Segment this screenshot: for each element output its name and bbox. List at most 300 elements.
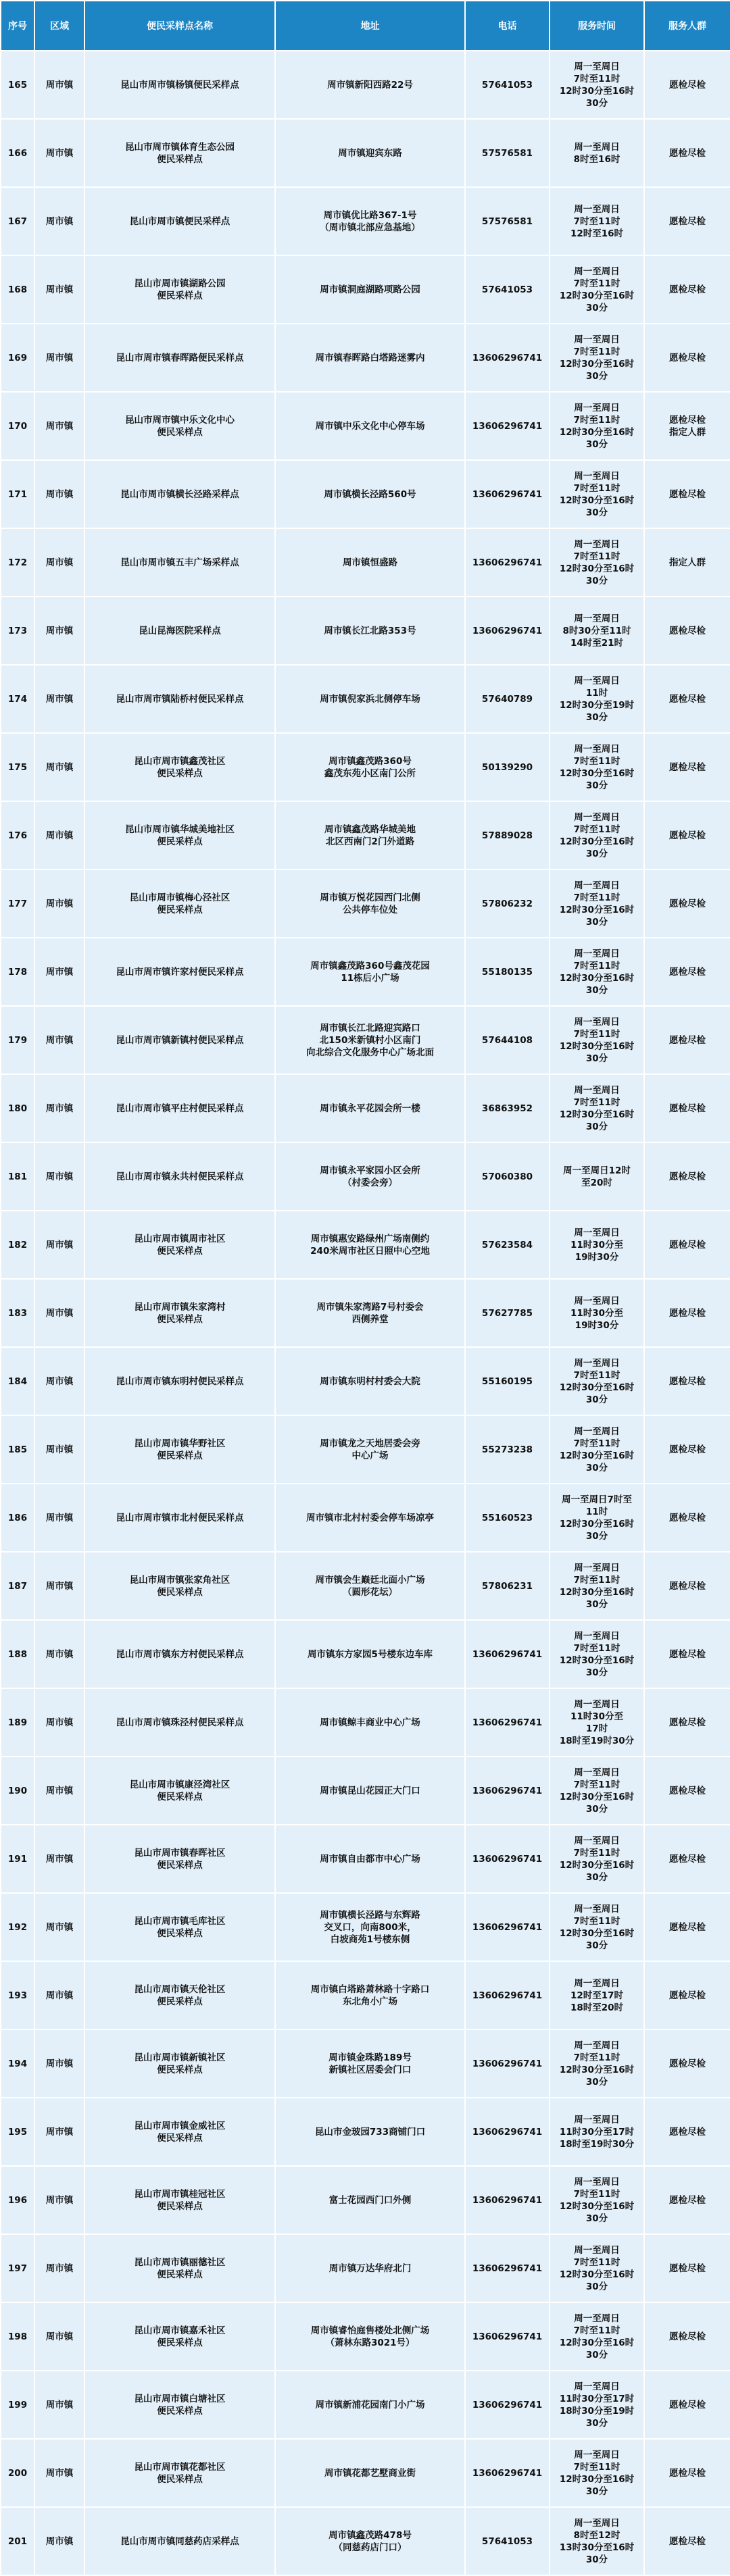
district-cell: 周市镇	[34, 938, 84, 1006]
site-name-cell: 昆山市周市镇康泾湾社区 便民采样点	[84, 1757, 275, 1825]
site-name-cell: 昆山市周市镇珠泾村便民采样点	[84, 1688, 275, 1757]
address-cell: 周市镇朱家湾路7号村委会 西侧养堂	[275, 1279, 465, 1347]
address-cell: 周市镇横长泾路与东辉路 交叉口，向南800米， 白坡商苑1号楼东侧	[275, 1893, 465, 1961]
index-cell: 168	[1, 255, 34, 324]
index-cell: 166	[1, 119, 34, 187]
service-hours-cell: 周一至周日7时至 11时 12时30分至16时 30分	[550, 1484, 644, 1552]
district-cell: 周市镇	[34, 1074, 84, 1142]
address-cell: 周市镇鑫茂路华城美地 北区西南门2门外道路	[275, 801, 465, 869]
table-row	[1, 2507, 730, 2575]
address-cell: 周市镇鑫茂路360号 鑫茂东苑小区南门公所	[275, 733, 465, 801]
phone-cell: 57623584	[465, 1211, 550, 1279]
district-cell: 周市镇	[34, 1279, 84, 1347]
index-cell: 186	[1, 1484, 34, 1552]
address-cell: 周市镇鑫茂路478号 （同慈药店门口）	[275, 2507, 465, 2575]
site-name-cell: 昆山市周市镇横长泾路采样点	[84, 460, 275, 528]
service-hours-cell: 周一至周日 11时30分至 19时30分	[550, 1211, 644, 1279]
address-cell: 富士花园西门口外侧	[275, 2166, 465, 2234]
phone-cell: 13606296741	[465, 2234, 550, 2302]
phone-cell: 13606296741	[465, 2302, 550, 2371]
site-name-cell: 昆山市周市镇湖路公园 便民采样点	[84, 255, 275, 324]
header-address: 地址	[275, 1, 465, 51]
address-cell: 周市镇迎宾东路	[275, 119, 465, 187]
service-hours-cell: 周一至周日 7时至11时 12时30分至16时 30分	[550, 2166, 644, 2234]
phone-cell: 57060380	[465, 1142, 550, 1211]
site-name-cell: 昆山市周市镇张家角社区 便民采样点	[84, 1552, 275, 1620]
table-row	[1, 597, 730, 665]
site-name-cell: 昆山市周市镇平庄村便民采样点	[84, 1074, 275, 1142]
index-cell: 173	[1, 597, 34, 665]
header-index: 序号	[1, 1, 34, 51]
site-name-cell: 昆山市周市镇金威社区 便民采样点	[84, 2098, 275, 2166]
phone-cell: 13606296741	[465, 2166, 550, 2234]
service-hours-cell: 周一至周日 11时30分至17时 18时至19时30分	[550, 2098, 644, 2166]
index-cell: 180	[1, 1074, 34, 1142]
service-hours-cell: 周一至周日 8时30分至11时 14时至21时	[550, 597, 644, 665]
address-cell: 周市镇花都艺墅商业街	[275, 2439, 465, 2507]
service-hours-cell: 周一至周日 7时至11时 12时30分至16时 30分	[550, 1757, 644, 1825]
site-name-cell: 昆山市周市镇东明村便民采样点	[84, 1347, 275, 1415]
service-group-cell: 愿检尽检 指定人群	[644, 392, 730, 460]
site-name-cell: 昆山市周市镇杨镇便民采样点	[84, 51, 275, 119]
table-row	[1, 119, 730, 187]
address-cell: 周市镇东方家园5号楼东边车库	[275, 1620, 465, 1688]
site-name-cell: 昆山市周市镇陆桥村便民采样点	[84, 665, 275, 733]
district-cell: 周市镇	[34, 2098, 84, 2166]
index-cell: 194	[1, 2029, 34, 2098]
phone-cell: 50139290	[465, 733, 550, 801]
service-hours-cell: 周一至周日 7时至11时 12时30分至16时 30分	[550, 51, 644, 119]
header-site-name: 便民采样点名称	[84, 1, 275, 51]
address-cell: 周市镇自由都市中心广场	[275, 1825, 465, 1893]
service-hours-cell: 周一至周日 7时至11时 12时至16时	[550, 187, 644, 255]
table-row	[1, 1757, 730, 1825]
service-hours-cell: 周一至周日 7时至11时 12时30分至16时 30分	[550, 2029, 644, 2098]
index-cell: 177	[1, 869, 34, 938]
site-name-cell: 昆山市周市镇花都社区 便民采样点	[84, 2439, 275, 2507]
address-cell: 周市镇鑫茂路360号鑫茂花园 11栋后小广场	[275, 938, 465, 1006]
table-header	[1, 1, 730, 51]
phone-cell: 13606296741	[465, 1688, 550, 1757]
district-cell: 周市镇	[34, 1347, 84, 1415]
district-cell: 周市镇	[34, 255, 84, 324]
district-cell: 周市镇	[34, 187, 84, 255]
district-cell: 周市镇	[34, 1757, 84, 1825]
service-hours-cell: 周一至周日 7时至11时 12时30分至16时 30分	[550, 869, 644, 938]
address-cell: 周市镇鲸丰商业中心广场	[275, 1688, 465, 1757]
table-row	[1, 1006, 730, 1074]
site-name-cell: 昆山市周市镇桂冠社区 便民采样点	[84, 2166, 275, 2234]
site-name-cell: 昆山市周市镇永共村便民采样点	[84, 1142, 275, 1211]
index-cell: 183	[1, 1279, 34, 1347]
service-group-cell: 愿检尽检	[644, 869, 730, 938]
district-cell: 周市镇	[34, 2507, 84, 2575]
table-row	[1, 2098, 730, 2166]
site-name-cell: 昆山市周市镇春晖社区 便民采样点	[84, 1825, 275, 1893]
service-group-cell: 愿检尽检	[644, 938, 730, 1006]
site-name-cell: 昆山市周市镇体育生态公园 便民采样点	[84, 119, 275, 187]
address-cell: 周市镇洞庭湖路项路公园	[275, 255, 465, 324]
service-group-cell: 愿检尽检	[644, 1825, 730, 1893]
index-cell: 169	[1, 324, 34, 392]
phone-cell: 57641053	[465, 2507, 550, 2575]
service-hours-cell: 周一至周日 7时至11时 12时30分至16时 30分	[550, 1825, 644, 1893]
phone-cell: 36863952	[465, 1074, 550, 1142]
table-row	[1, 1620, 730, 1688]
phone-cell: 13606296741	[465, 1757, 550, 1825]
index-cell: 171	[1, 460, 34, 528]
site-name-cell: 昆山市周市镇许家村便民采样点	[84, 938, 275, 1006]
address-cell: 周市镇万悦花园西门北侧 公共停车位处	[275, 869, 465, 938]
service-hours-cell: 周一至周日 7时至11时 12时30分至16时 30分	[550, 2234, 644, 2302]
district-cell: 周市镇	[34, 733, 84, 801]
table-row	[1, 2439, 730, 2507]
service-group-cell: 指定人群	[644, 528, 730, 597]
service-group-cell: 愿检尽检	[644, 597, 730, 665]
phone-cell: 13606296741	[465, 324, 550, 392]
table-row	[1, 2029, 730, 2098]
phone-cell: 55180135	[465, 938, 550, 1006]
site-name-cell: 昆山市周市镇白塘社区 便民采样点	[84, 2371, 275, 2439]
address-cell: 昆山市金玻园733商铺门口	[275, 2098, 465, 2166]
service-group-cell: 愿检尽检	[644, 2507, 730, 2575]
service-hours-cell: 周一至周日 11时30分至17时 18时30分至19时 30分	[550, 2371, 644, 2439]
phone-cell: 55160195	[465, 1347, 550, 1415]
service-hours-cell: 周一至周日12时 至20时	[550, 1142, 644, 1211]
service-hours-cell: 周一至周日 12时至17时 18时至20时	[550, 1961, 644, 2029]
table-row	[1, 869, 730, 938]
service-group-cell: 愿检尽检	[644, 2302, 730, 2371]
index-cell: 165	[1, 51, 34, 119]
service-group-cell: 愿检尽检	[644, 801, 730, 869]
phone-cell: 57889028	[465, 801, 550, 869]
site-name-cell: 昆山市周市镇新镇村便民采样点	[84, 1006, 275, 1074]
header-phone: 电话	[465, 1, 550, 51]
site-name-cell: 昆山市周市镇鑫茂社区 便民采样点	[84, 733, 275, 801]
site-name-cell: 昆山市周市镇朱家湾村 便民采样点	[84, 1279, 275, 1347]
service-group-cell: 愿检尽检	[644, 1552, 730, 1620]
district-cell: 周市镇	[34, 1006, 84, 1074]
district-cell: 周市镇	[34, 2302, 84, 2371]
service-hours-cell: 周一至周日 7时至11时 12时30分至16时 30分	[550, 324, 644, 392]
phone-cell: 13606296741	[465, 1893, 550, 1961]
service-group-cell: 愿检尽检	[644, 187, 730, 255]
table-row	[1, 1142, 730, 1211]
address-cell: 周市镇惠安路绿州广场南侧约 240米周市社区日照中心空地	[275, 1211, 465, 1279]
district-cell: 周市镇	[34, 1825, 84, 1893]
district-cell: 周市镇	[34, 392, 84, 460]
service-group-cell: 愿检尽检	[644, 1211, 730, 1279]
address-cell: 周市镇优比路367-1号 （周市镇北部应急基地）	[275, 187, 465, 255]
site-name-cell: 昆山市周市镇便民采样点	[84, 187, 275, 255]
index-cell: 175	[1, 733, 34, 801]
address-cell: 周市镇春晖路白塔路迷雾内	[275, 324, 465, 392]
table-row	[1, 1415, 730, 1484]
service-group-cell: 愿检尽检	[644, 733, 730, 801]
phone-cell: 57644108	[465, 1006, 550, 1074]
phone-cell: 57627785	[465, 1279, 550, 1347]
table-row	[1, 1688, 730, 1757]
index-cell: 174	[1, 665, 34, 733]
district-cell: 周市镇	[34, 801, 84, 869]
district-cell: 周市镇	[34, 1893, 84, 1961]
address-cell: 周市镇会生巅廷北面小广场 （圆形花坛）	[275, 1552, 465, 1620]
district-cell: 周市镇	[34, 1415, 84, 1484]
site-name-cell: 昆山市周市镇同慈药店采样点	[84, 2507, 275, 2575]
phone-cell: 13606296741	[465, 2371, 550, 2439]
service-group-cell: 愿检尽检	[644, 1893, 730, 1961]
table-row	[1, 1279, 730, 1347]
site-name-cell: 昆山市周市镇毛库社区 便民采样点	[84, 1893, 275, 1961]
service-hours-cell: 周一至周日 11时 12时30分至19时30分	[550, 665, 644, 733]
service-group-cell: 愿检尽检	[644, 1688, 730, 1757]
service-hours-cell: 周一至周日 7时至11时 12时30分至16时 30分	[550, 392, 644, 460]
table-row	[1, 1961, 730, 2029]
phone-cell: 57576581	[465, 187, 550, 255]
service-group-cell: 愿检尽检	[644, 460, 730, 528]
service-hours-cell: 周一至周日 8时至16时	[550, 119, 644, 187]
phone-cell: 55273238	[465, 1415, 550, 1484]
index-cell: 187	[1, 1552, 34, 1620]
index-cell: 172	[1, 528, 34, 597]
district-cell: 周市镇	[34, 1211, 84, 1279]
index-cell: 188	[1, 1620, 34, 1688]
service-group-cell: 愿检尽检	[644, 1757, 730, 1825]
header-service-hours: 服务时间	[550, 1, 644, 51]
service-group-cell: 愿检尽检	[644, 1620, 730, 1688]
service-group-cell: 愿检尽检	[644, 1415, 730, 1484]
phone-cell: 57640789	[465, 665, 550, 733]
site-name-cell: 昆山市周市镇华野社区 便民采样点	[84, 1415, 275, 1484]
district-cell: 周市镇	[34, 1552, 84, 1620]
district-cell: 周市镇	[34, 597, 84, 665]
service-group-cell: 愿检尽检	[644, 2029, 730, 2098]
index-cell: 193	[1, 1961, 34, 2029]
phone-cell: 57806232	[465, 869, 550, 938]
index-cell: 178	[1, 938, 34, 1006]
phone-cell: 13606296741	[465, 1620, 550, 1688]
district-cell: 周市镇	[34, 2371, 84, 2439]
table-row	[1, 1825, 730, 1893]
site-name-cell: 昆山市周市镇五丰广场采样点	[84, 528, 275, 597]
site-name-cell: 昆山市周市镇周市社区 便民采样点	[84, 1211, 275, 1279]
service-group-cell: 愿检尽检	[644, 1142, 730, 1211]
district-cell: 周市镇	[34, 2166, 84, 2234]
table-row	[1, 1484, 730, 1552]
district-cell: 周市镇	[34, 2439, 84, 2507]
index-cell: 181	[1, 1142, 34, 1211]
table-row	[1, 2302, 730, 2371]
service-group-cell: 愿检尽检	[644, 51, 730, 119]
service-group-cell: 愿检尽检	[644, 1484, 730, 1552]
service-hours-cell: 周一至周日 7时至11时 12时30分至16时 30分	[550, 2439, 644, 2507]
index-cell: 195	[1, 2098, 34, 2166]
service-hours-cell: 周一至周日 7时至11时 12时30分至16时 30分	[550, 733, 644, 801]
address-cell: 周市镇长江北路迎宾路口 北150米新镇村小区南门 向北综合文化服务中心广场北面	[275, 1006, 465, 1074]
site-name-cell: 昆山市周市镇华城美地社区 便民采样点	[84, 801, 275, 869]
table-row	[1, 1074, 730, 1142]
district-cell: 周市镇	[34, 460, 84, 528]
phone-cell: 57641053	[465, 51, 550, 119]
address-cell: 周市镇永平花园会所一楼	[275, 1074, 465, 1142]
index-cell: 182	[1, 1211, 34, 1279]
service-hours-cell: 周一至周日 7时至11时 12时30分至16时 30分	[550, 255, 644, 324]
site-name-cell: 昆山市周市镇春晖路便民采样点	[84, 324, 275, 392]
service-hours-cell: 周一至周日 7时至11时 12时30分至16时 30分	[550, 1620, 644, 1688]
index-cell: 167	[1, 187, 34, 255]
service-hours-cell: 周一至周日 7时至11时 12时30分至16时 30分	[550, 801, 644, 869]
service-group-cell: 愿检尽检	[644, 255, 730, 324]
address-cell: 周市镇永平家园小区会所 （村委会旁）	[275, 1142, 465, 1211]
table-row	[1, 51, 730, 119]
index-cell: 185	[1, 1415, 34, 1484]
address-cell: 周市镇睿怡庭售楼处北侧广场 （萧林东路3021号）	[275, 2302, 465, 2371]
index-cell: 200	[1, 2439, 34, 2507]
address-cell: 周市镇横长泾路560号	[275, 460, 465, 528]
site-name-cell: 昆山昆海医院采样点	[84, 597, 275, 665]
service-group-cell: 愿检尽检	[644, 2166, 730, 2234]
phone-cell: 57641053	[465, 255, 550, 324]
phone-cell: 13606296741	[465, 1825, 550, 1893]
service-hours-cell: 周一至周日 11时30分至 19时30分	[550, 1279, 644, 1347]
site-name-cell: 昆山市周市镇市北村便民采样点	[84, 1484, 275, 1552]
site-name-cell: 昆山市周市镇中乐文化中心 便民采样点	[84, 392, 275, 460]
phone-cell: 55160523	[465, 1484, 550, 1552]
service-group-cell: 愿检尽检	[644, 1961, 730, 2029]
index-cell: 197	[1, 2234, 34, 2302]
index-cell: 192	[1, 1893, 34, 1961]
phone-cell: 13606296741	[465, 2439, 550, 2507]
service-group-cell: 愿检尽检	[644, 2371, 730, 2439]
address-cell: 周市镇倪家浜北侧停车场	[275, 665, 465, 733]
service-hours-cell: 周一至周日 7时至11时 12时30分至16时 30分	[550, 1074, 644, 1142]
table-row	[1, 801, 730, 869]
service-group-cell: 愿检尽检	[644, 1074, 730, 1142]
service-group-cell: 愿检尽检	[644, 2098, 730, 2166]
service-group-cell: 愿检尽检	[644, 1347, 730, 1415]
table-row	[1, 1893, 730, 1961]
district-cell: 周市镇	[34, 1142, 84, 1211]
district-cell: 周市镇	[34, 2029, 84, 2098]
district-cell: 周市镇	[34, 869, 84, 938]
table-body	[1, 51, 730, 2575]
district-cell: 周市镇	[34, 2234, 84, 2302]
table-row	[1, 733, 730, 801]
phone-cell: 13606296741	[465, 528, 550, 597]
table-row	[1, 460, 730, 528]
index-cell: 170	[1, 392, 34, 460]
index-cell: 201	[1, 2507, 34, 2575]
district-cell: 周市镇	[34, 665, 84, 733]
phone-cell: 13606296741	[465, 1961, 550, 2029]
district-cell: 周市镇	[34, 1484, 84, 1552]
service-hours-cell: 周一至周日 7时至11时 12时30分至16时 30分	[550, 1006, 644, 1074]
address-cell: 周市镇长江北路353号	[275, 597, 465, 665]
service-hours-cell: 周一至周日 7时至11时 12时30分至16时 30分	[550, 938, 644, 1006]
site-name-cell: 昆山市周市镇新镇社区 便民采样点	[84, 2029, 275, 2098]
service-group-cell: 愿检尽检	[644, 665, 730, 733]
site-name-cell: 昆山市周市镇梅心泾社区 便民采样点	[84, 869, 275, 938]
site-name-cell: 昆山市周市镇天伦社区 便民采样点	[84, 1961, 275, 2029]
table-row	[1, 1211, 730, 1279]
phone-cell: 13606296741	[465, 460, 550, 528]
service-group-cell: 愿检尽检	[644, 2234, 730, 2302]
site-name-cell: 昆山市周市镇东方村便民采样点	[84, 1620, 275, 1688]
header-row	[1, 1, 730, 51]
index-cell: 190	[1, 1757, 34, 1825]
address-cell: 周市镇新浦花园南门小广场	[275, 2371, 465, 2439]
index-cell: 196	[1, 2166, 34, 2234]
table-row	[1, 1552, 730, 1620]
district-cell: 周市镇	[34, 1620, 84, 1688]
service-hours-cell: 周一至周日 7时至11时 12时30分至16时 30分	[550, 1415, 644, 1484]
district-cell: 周市镇	[34, 324, 84, 392]
service-hours-cell: 周一至周日 7时至11时 12时30分至16时 30分	[550, 2302, 644, 2371]
index-cell: 191	[1, 1825, 34, 1893]
header-district: 区域	[34, 1, 84, 51]
index-cell: 179	[1, 1006, 34, 1074]
service-group-cell: 愿检尽检	[644, 2439, 730, 2507]
header-service-group: 服务人群	[644, 1, 730, 51]
table-row	[1, 1347, 730, 1415]
address-cell: 周市镇金珠路189号 新镇社区居委会门口	[275, 2029, 465, 2098]
service-hours-cell: 周一至周日 7时至11时 12时30分至16时 30分	[550, 528, 644, 597]
index-cell: 199	[1, 2371, 34, 2439]
address-cell: 周市镇龙之天地居委会旁 中心广场	[275, 1415, 465, 1484]
address-cell: 周市镇东明村村委会大院	[275, 1347, 465, 1415]
address-cell: 周市镇昆山花园正大门口	[275, 1757, 465, 1825]
district-cell: 周市镇	[34, 1961, 84, 2029]
service-group-cell: 愿检尽检	[644, 1006, 730, 1074]
address-cell: 周市镇万达华府北门	[275, 2234, 465, 2302]
table-row	[1, 2234, 730, 2302]
service-group-cell: 愿检尽检	[644, 324, 730, 392]
service-group-cell: 愿检尽检	[644, 1279, 730, 1347]
table-row	[1, 528, 730, 597]
district-cell: 周市镇	[34, 51, 84, 119]
phone-cell: 13606296741	[465, 597, 550, 665]
phone-cell: 13606296741	[465, 2029, 550, 2098]
index-cell: 176	[1, 801, 34, 869]
service-hours-cell: 周一至周日 7时至11时 12时30分至16时 30分	[550, 1893, 644, 1961]
address-cell: 周市镇白塔路萧林路十字路口 东北角小广场	[275, 1961, 465, 2029]
table-row	[1, 2166, 730, 2234]
service-hours-cell: 周一至周日 7时至11时 12时30分至16时 30分	[550, 460, 644, 528]
address-cell: 周市镇新阳西路22号	[275, 51, 465, 119]
table-row	[1, 187, 730, 255]
table-row	[1, 255, 730, 324]
index-cell: 198	[1, 2302, 34, 2371]
service-hours-cell: 周一至周日 11时30分至 17时 18时至19时30分	[550, 1688, 644, 1757]
index-cell: 189	[1, 1688, 34, 1757]
phone-cell: 13606296741	[465, 392, 550, 460]
table-row	[1, 665, 730, 733]
district-cell: 周市镇	[34, 1688, 84, 1757]
phone-cell: 57806231	[465, 1552, 550, 1620]
district-cell: 周市镇	[34, 528, 84, 597]
address-cell: 周市镇中乐文化中心停车场	[275, 392, 465, 460]
table-row	[1, 324, 730, 392]
phone-cell: 13606296741	[465, 2098, 550, 2166]
address-cell: 周市镇市北村村委会停车场凉亭	[275, 1484, 465, 1552]
table-row	[1, 2371, 730, 2439]
index-cell: 184	[1, 1347, 34, 1415]
service-hours-cell: 周一至周日 7时至11时 12时30分至16时 30分	[550, 1552, 644, 1620]
table-row	[1, 938, 730, 1006]
service-hours-cell: 周一至周日 7时至11时 12时30分至16时 30分	[550, 1347, 644, 1415]
site-name-cell: 昆山市周市镇丽德社区 便民采样点	[84, 2234, 275, 2302]
district-cell: 周市镇	[34, 119, 84, 187]
